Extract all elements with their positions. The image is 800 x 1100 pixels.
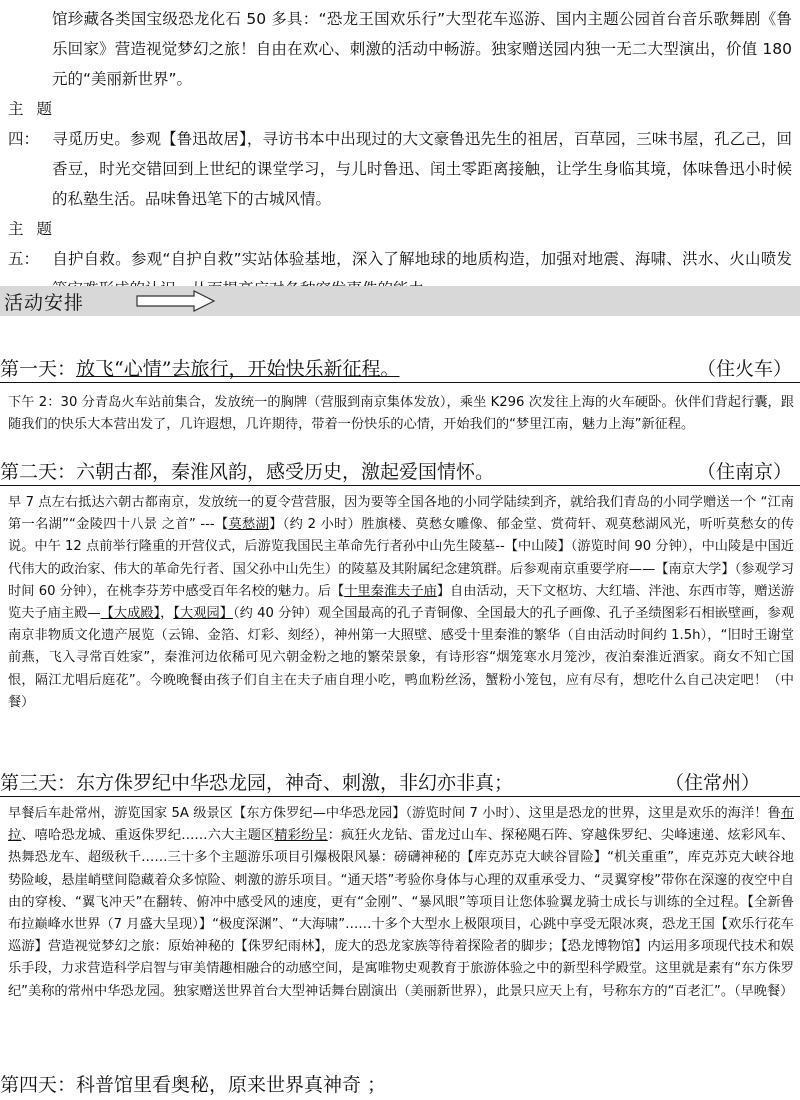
day-one-text: 下午 2：30 分青岛火车站前集合，发放统一的胸牌（营服到南京集体发放），乘坐 K296 次发往上海的火车硬卧。伙伴们背起行囊，跟随我们的快乐大本营出发了，几许遐想，几许期待，带着一份快乐的心情，开始我们的“梦里江南，魅力上海”新征程。 xyxy=(8,395,794,432)
day-three-text xyxy=(8,803,794,1003)
link-mochou-lake[interactable]: 莫愁湖 xyxy=(228,517,270,533)
link-lubula[interactable]: 布拉 xyxy=(8,806,794,844)
day-two-title-wrap xyxy=(0,459,494,485)
intro-section xyxy=(8,4,792,304)
day-two-heading xyxy=(0,459,800,486)
theme-five-title: 主题五： xyxy=(8,220,52,268)
day-stay: （住南京） xyxy=(696,461,792,483)
day-two-text xyxy=(8,492,794,714)
intro-paragraph: 馆珍藏各类国宝级恐龙化石 50 多具：“恐龙王国欢乐行”大型花车巡游、国内主题公园首台音乐歌舞剧《鲁乐回家》营造视觉梦幻之旅！自由在欢心、刺激的活动中畅游。独家赠送园内独一无二大型演出，价值 180 元的“美丽新世界”。 xyxy=(52,10,792,88)
day-stay: （住常州） xyxy=(664,772,760,794)
text-segment: 早餐后车赴常州，游览国家 5A 级景区【东方侏罗纪—中华恐龙园】（游览时间 7 小时）、这里是恐龙的世界，这里是欢乐的海洋！鲁 xyxy=(8,806,781,821)
theme-five-text: 自护自救。参观“自护自救”实站体验基地，深入了解地球的地质构造，加强对地震、海啸、洪水、火山喷发 xyxy=(52,250,792,268)
day-three-heading xyxy=(0,770,800,797)
day-title: 科普馆里看奥秘，原来世界真神奇 ； xyxy=(76,1074,387,1096)
day-label: 第二天： xyxy=(0,461,77,483)
link-daguan-garden[interactable]: 【大观园】 xyxy=(173,606,233,622)
theme-four-text: 寻觅历史。参观【鲁迅故居】，寻访书本中出现过的大文豪鲁迅先生的祖居，百草园，三味书屋，孔乙己，回香豆，时光交错回到上世纪的课堂学习，与儿时鲁迅、闰土零距离接触，让学生身临其境，体味鲁迅小时候的私塾生活。品味鲁迅笔下的古城风情。 xyxy=(52,130,792,208)
link-highlights[interactable]: 精彩纷呈 xyxy=(274,828,328,844)
text-segment: 、嘻哈恐龙城、重返侏罗纪……六大主题区 xyxy=(21,828,275,844)
day-one-heading xyxy=(0,356,800,383)
day-four-title-wrap xyxy=(0,1072,386,1098)
theme-four xyxy=(8,94,792,214)
day-label: 第一天： xyxy=(0,358,77,380)
text-segment: ， xyxy=(160,606,174,622)
day-stay: （住火车） xyxy=(696,358,792,380)
text-segment: 早 7 点左右抵达六朝古都南京，发放统一的夏令营营服，因为要等全国各地的小同学陆续到齐，就给我们青岛的小同学赠送一个 “江南第一名湖”“金陵四十八景 之首” ---【 xyxy=(8,495,794,533)
text-segment: 】自由活动，天下文枢坊、大红墙、泮池、东西市等，赠送游览夫子庙主殿— xyxy=(8,583,795,622)
activity-banner xyxy=(0,286,800,316)
day-title: 六朝古都，秦淮风韵，感受历史，激起爱国情怀。 xyxy=(76,461,495,483)
day-title: 东方侏罗纪中华恐龙园，神奇、刺激，非幻亦非真； xyxy=(76,772,514,794)
day-three-title-wrap xyxy=(0,770,513,796)
day-four-heading xyxy=(0,1072,800,1098)
theme-four-title: 主题四： xyxy=(8,100,52,148)
text-segment: ：疯狂火龙钻、雷龙过山车、探秘飓石阵、穿越侏罗纪、尖峰速递、炫彩风车、热舞恐龙车、超级秋千……三十多个主题游乐项目引爆极限风暴：磅礴神秘的【库克苏克大峡谷冒险】“机关重重”，库克苏克大峡谷地势险峻，悬崖峭壁间隐藏着众多惊险、刺激的游乐项目。“通天塔”考验你身体与心理的双重承受力、“灵翼穿梭”带你在深邃的夜空中自由的穿梭、“翼飞冲天”在翻转、俯冲中感受风的速度，更有“金刚”、“暴风眼”等项目让您体验翼龙骑士成长与训练的全过程。【全新鲁布拉巅峰水世界（7 月盛大呈现）】“极度深渊”、“大海啸”……十多个大型水上极限项目，心跳中享受无限冰爽，恐龙王国【欢乐行花车巡游】营造视觉梦幻之旅：原始神秘的【侏罗纪雨林】，庞大的恐龙家族等待着探险者的脚步；【恐龙博物馆】内运用多项现代技术和娱乐手段，力求营造科学启智与审美情趣相融合的动感空间，是寓唯物史观教育于旅游体验之中的新型科学殿堂。这里就是素有“东方侏罗纪”美称的常州中华恐龙园。独家赠送世界首台大型神话舞台剧演出（美丽新世界），此景只应天上有，号称东方的“百老汇”。（早晚餐） xyxy=(8,828,795,999)
text-segment: （约 40 分钟）观全国最高的孔子青铜像、全国最大的孔子画像、孔子圣绩图彩石相嵌壁画，参观南京非物质文化遗产展览（云锦、金箔、灯彩、刻经），神州第一大照壁、感受十里秦淮的繁华（自由活动时间约 1.5h），“旧时王谢堂前燕，飞入寻常百姓家”，秦淮河边依稀可见六朝金粉之地的繁荣景象，有诗形容“烟笼寒水月笼沙，夜泊秦淮近酒家。商女不知亡国恨，隔江尤唱后庭花”。今晚晚餐由孩子们自主在夫子庙自理小吃，鸭血粉丝汤，蟹粉小笼包，应有尽有，想吃什么自己决定吧！（中餐） xyxy=(8,606,795,710)
day-label: 第四天： xyxy=(0,1074,77,1096)
banner-title: 活动安排 xyxy=(4,291,85,314)
day-one-title-wrap xyxy=(0,356,399,382)
day-title: 放飞“心情”去旅行，开始快乐新征程。 xyxy=(76,358,400,380)
link-confucius-temple[interactable]: 十里秦淮夫子庙 xyxy=(344,583,437,599)
text-segment: 】（约 2 小时）胜旗楼、莫愁女雕像、郁金堂、赏荷轩、观莫愁湖风光，听听莫愁女的传说。中午 12 点前举行隆重的开营仪式，后游览我国民主革命先行者孙中山先生陵墓--【中山陵】（游览时间 90 分钟），中山陵是中国近代伟大的政治家、伟大的革命先行者、国父孙中山先生）的陵墓及其附属纪念建筑群。后参观南京重要学府——【南京大学】（参观学习时间 60 分钟），在桃李芬芳中感受百年名校的魅力。后【 xyxy=(8,517,795,599)
day-label: 第三天： xyxy=(0,772,77,794)
right-arrow-icon xyxy=(136,290,216,312)
link-dacheng-hall[interactable]: 【大成殿】 xyxy=(100,606,161,622)
